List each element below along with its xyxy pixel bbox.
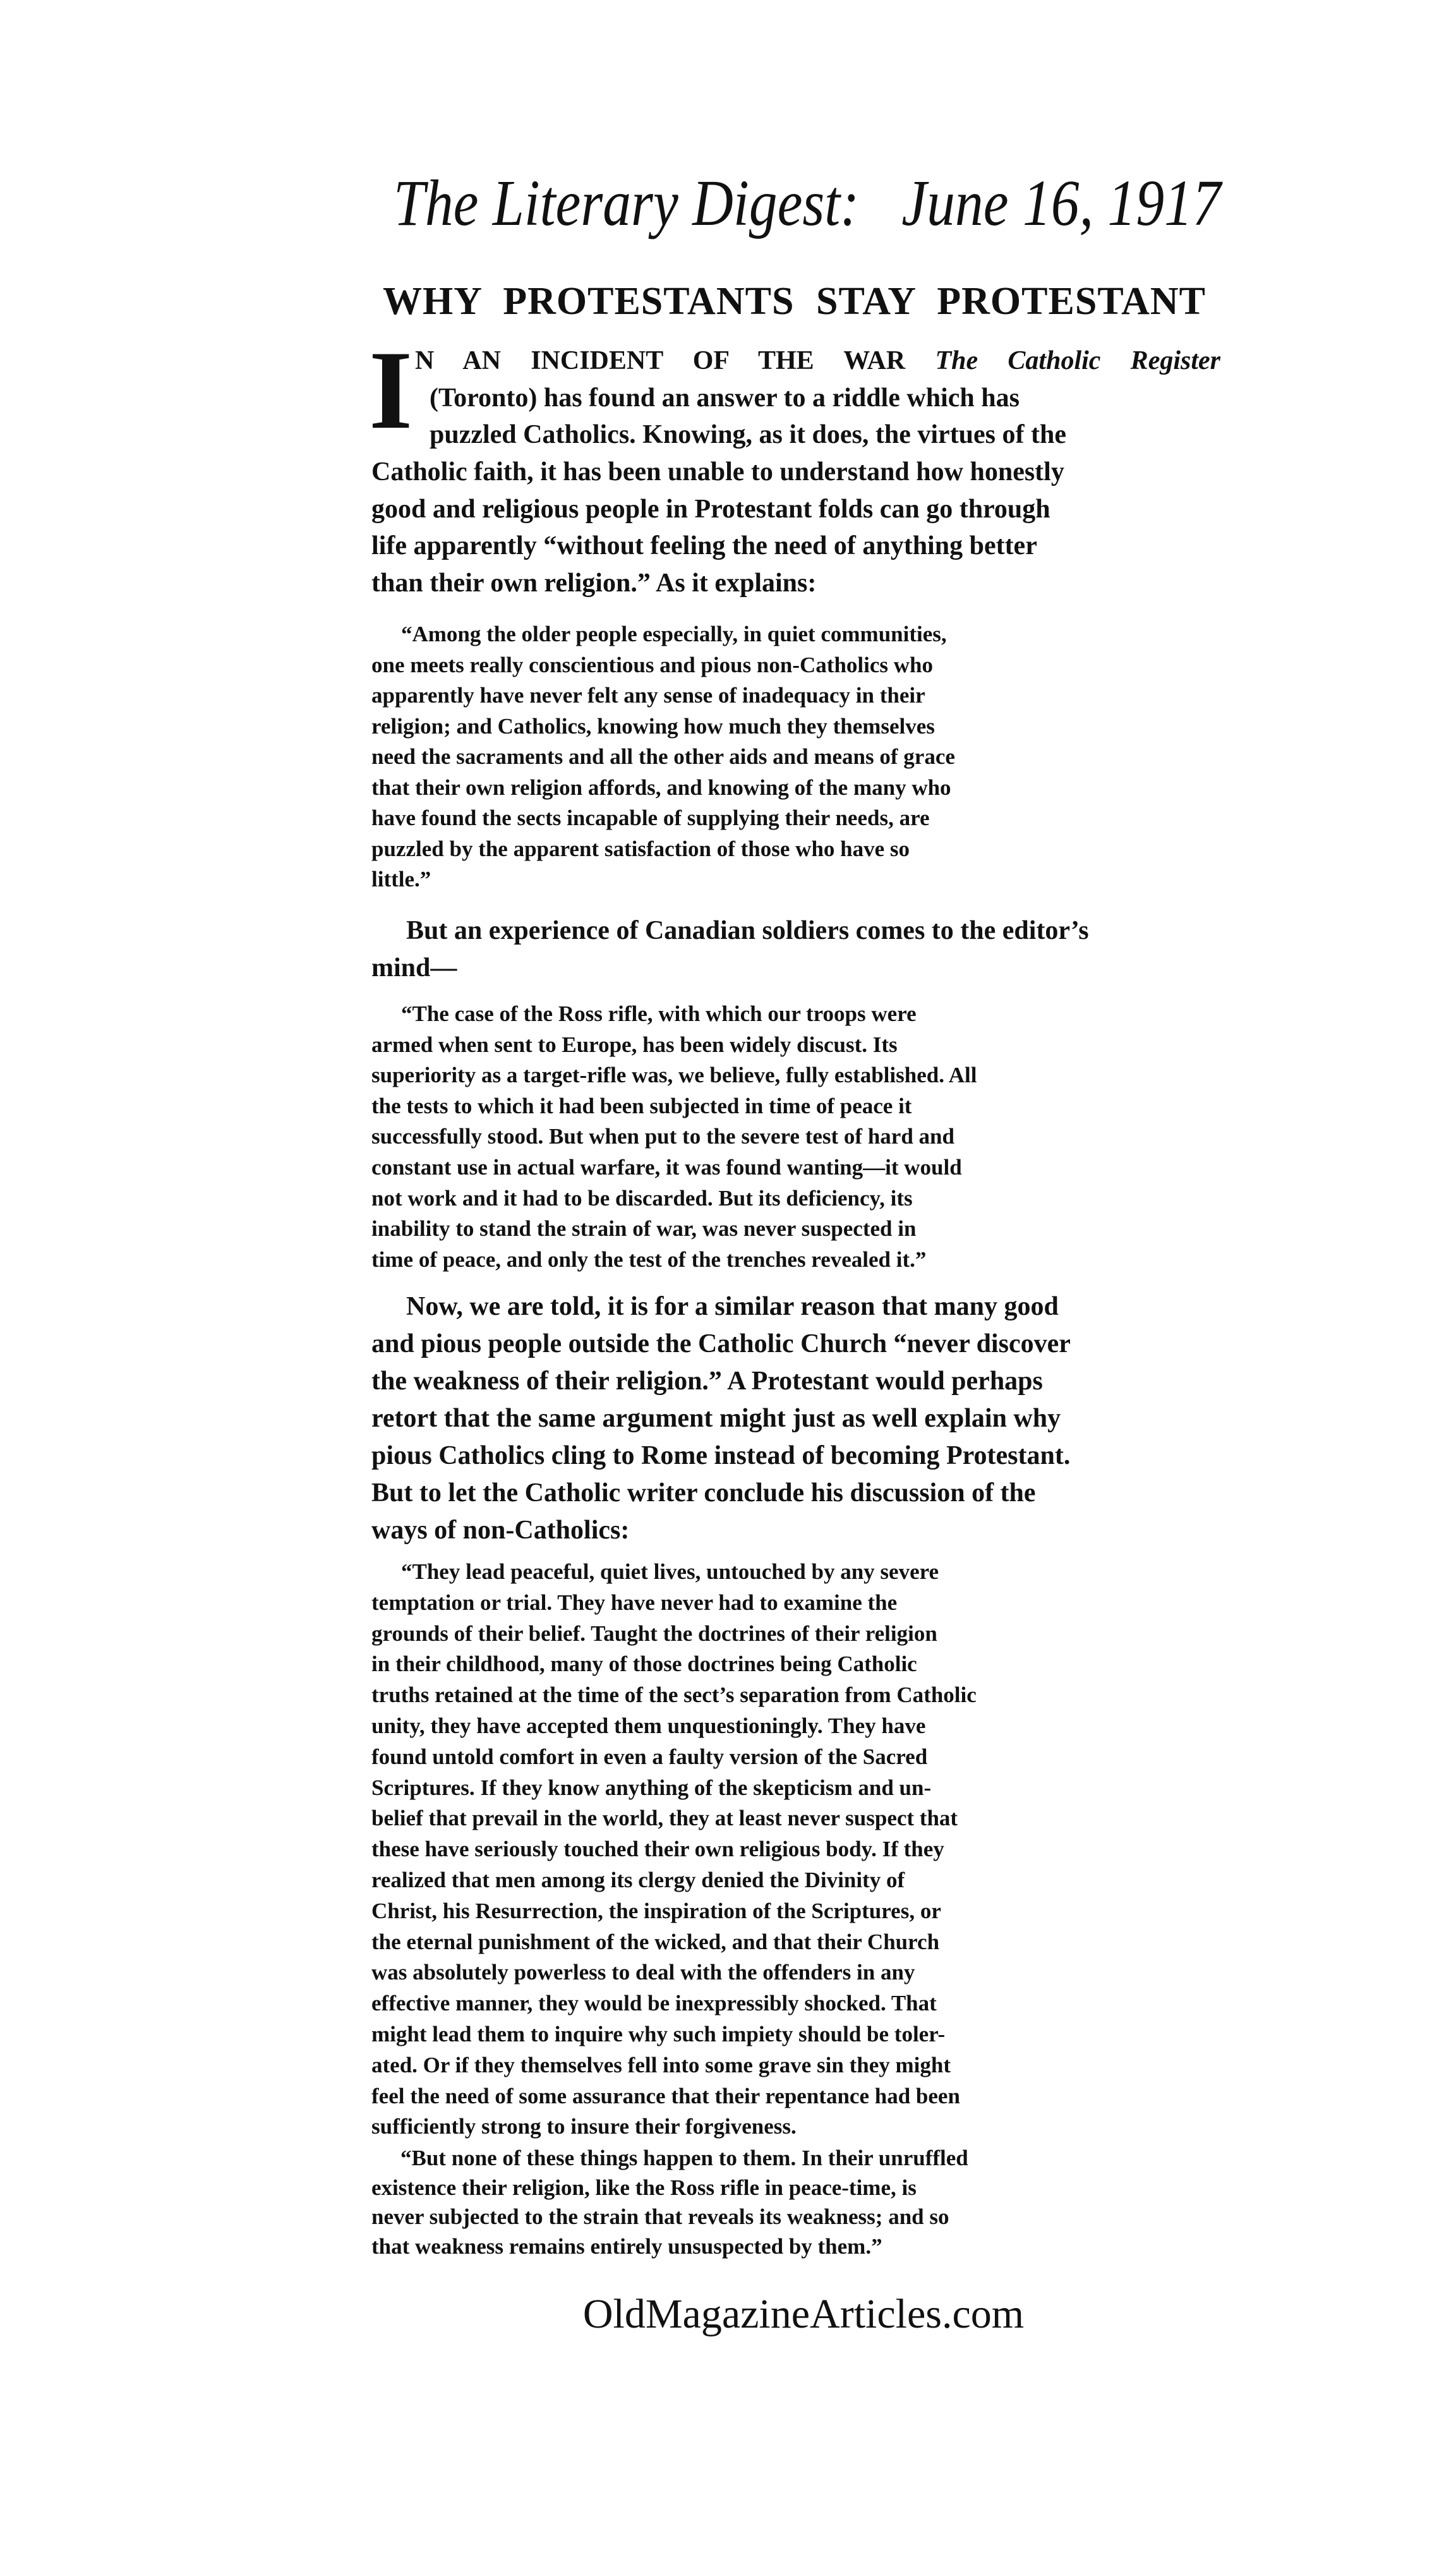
text-line-content: the eternal punishment of the wicked, and that their Church: [371, 1929, 940, 1954]
quote-peaceful-lives: [371, 1557, 1220, 2142]
text-line-content: little.”: [371, 867, 431, 891]
text-line: [371, 680, 1220, 711]
text-line-content: puzzled by the apparent satisfaction of those who have so: [371, 836, 910, 861]
text-line-content: But an experience of Canadian soldiers comes to the editor’s: [406, 916, 1089, 945]
text-line: [371, 1680, 1220, 1711]
text-line: [371, 999, 1220, 1030]
text-line-content: “They lead peaceful, quiet lives, untouched by any severe: [401, 1559, 939, 1584]
text-line: [371, 342, 1220, 380]
text-line: [371, 619, 1220, 650]
text-line-content: puzzled Catholics. Knowing, as it does, the virtues of the: [430, 420, 1066, 450]
text-line: [371, 1773, 1220, 1804]
text-line: [371, 454, 1220, 491]
text-line-content: apparently have never felt any sense of inadequacy in their: [371, 683, 925, 708]
text-line: [371, 1400, 1220, 1437]
text-line-content: retort that the same argument might just as well explain why: [371, 1404, 1061, 1433]
text-line: [371, 1183, 1220, 1214]
source-footer: OldMagazineArticles.com: [582, 2291, 1025, 2337]
text-line: [371, 1865, 1220, 1896]
text-line: [371, 803, 1220, 834]
text-line-content: “But none of these things happen to them. In their unruffled: [400, 2146, 968, 2170]
text-line: [371, 834, 1220, 865]
cited-publication: The Catholic Register: [935, 346, 1221, 375]
text-line-content: inability to stand the strain of war, was never suspected in: [371, 1216, 917, 1242]
text-line: [371, 1649, 1220, 1680]
quote-none-of-these: [371, 2144, 1220, 2262]
text-line-content: temptation or trial. They have never had to examine the: [371, 1590, 898, 1615]
text-line-content: religion; and Catholics, knowing how much they themselves: [371, 713, 935, 739]
text-line: [371, 1803, 1220, 1834]
text-line-content: belief that prevail in the world, they at least never suspect that: [371, 1806, 958, 1831]
text-line: [371, 2112, 1220, 2142]
text-line: [371, 528, 1220, 565]
intro-paragraph-continued: [371, 380, 1220, 602]
text-line-content: Scriptures. If they know anything of the skepticism and un-: [371, 1775, 932, 1800]
text-line-content: ated. Or if they themselves fell into some grave sin they might: [371, 2052, 951, 2077]
paragraph-similar-reason: [371, 1288, 1220, 1549]
text-line-content: and pious people outside the Catholic Church “never discover: [371, 1329, 1071, 1358]
text-line: [371, 2050, 1220, 2081]
text-line: [371, 1927, 1220, 1958]
text-line-content: unity, they have accepted them unquestioningly. They have: [371, 1713, 926, 1738]
text-line-content: the tests to which it had been subjected in time of peace it: [371, 1093, 912, 1118]
text-line-content: than their own religion.” As it explains:: [371, 569, 817, 598]
text-line: [371, 1326, 1220, 1363]
text-line-content: have found the sects incapable of supplying their needs, are: [371, 806, 930, 830]
text-line: [371, 2019, 1220, 2050]
publication-date: June 16, 1917: [901, 167, 1221, 239]
text-line: [371, 491, 1220, 528]
text-line: [371, 864, 1220, 895]
text-line-content: good and religious people in Protestant folds can go through: [371, 494, 1050, 524]
text-line: [371, 912, 1220, 950]
text-line-content: armed when sent to Europe, has been widely discust. Its: [371, 1032, 898, 1057]
text-line-content: might lead them to inquire why such impiety should be toler-: [371, 2021, 946, 2046]
text-line-content: truths retained at the time of the sect’s separation from Catholic: [371, 1683, 977, 1708]
text-line: [371, 1152, 1220, 1183]
text-line: [371, 1988, 1220, 2019]
publication-header-text: [394, 166, 1221, 241]
text-line: [371, 1834, 1220, 1865]
text-line: [371, 1245, 1220, 1276]
text-line: [371, 1121, 1220, 1152]
text-line: [371, 742, 1220, 773]
text-line-content: grounds of their belief. Taught the doctrines of their religion: [371, 1621, 937, 1646]
text-line: [371, 711, 1220, 742]
text-line: [371, 1742, 1220, 1773]
text-line-content: mind—: [371, 953, 457, 982]
text-line: [371, 1557, 1220, 1588]
text-line-content: But to let the Catholic writer conclude his discussion of the: [371, 1478, 1036, 1508]
text-line: [371, 650, 1220, 681]
text-line: [371, 1711, 1220, 1742]
text-line: [371, 950, 1220, 987]
text-line-content: found untold comfort in even a faulty version of the Sacred: [371, 1744, 928, 1769]
text-line-content: existence their religion, like the Ross rifle in peace-time, is: [371, 2175, 917, 2200]
text-line-content: the weakness of their religion.” A Protestant would perhaps: [371, 1367, 1043, 1396]
text-line-content: life apparently “without feeling the need of anything better: [371, 531, 1037, 561]
text-line: [371, 1214, 1220, 1245]
publication-header: [394, 166, 1221, 241]
text-line: [371, 773, 1220, 804]
text-line: [371, 1957, 1220, 1988]
intro-lead-caps: N AN INCIDENT OF THE WAR: [415, 346, 906, 375]
text-line: [371, 2081, 1220, 2112]
text-line: [371, 1619, 1220, 1650]
text-line: [371, 1091, 1220, 1122]
text-line-content: need the sacraments and all the other aids and means of grace: [371, 744, 955, 769]
text-line-content: Catholic faith, it has been unable to understand how honestly: [371, 457, 1064, 487]
text-line-content: in their childhood, many of those doctrines being Catholic: [371, 1652, 917, 1677]
text-line-content: not work and it had to be discarded. But its deficiency, its: [371, 1185, 913, 1211]
text-line: [371, 1288, 1220, 1326]
text-line: [371, 416, 1220, 454]
text-line-content: “The case of the Ross rifle, with which our troops were: [401, 1001, 917, 1026]
text-line-content: feel the need of some assurance that their repentance had been: [371, 2083, 960, 2108]
text-line-content: never subjected to the strain that reveals its weakness; and so: [371, 2204, 949, 2230]
quote-ross-rifle: [371, 999, 1220, 1275]
text-line-content: these have seriously touched their own religious body. If they: [371, 1837, 944, 1862]
text-line: [371, 2203, 1220, 2232]
text-line-content: effective manner, they would be inexpressibly shocked. That: [371, 1991, 937, 2016]
text-line-content: ways of non-Catholics:: [371, 1516, 630, 1545]
intro-paragraph: [371, 342, 1220, 380]
publication-name: The Literary Digest:: [394, 167, 860, 239]
text-line-content: Now, we are told, it is for a similar reason that many good: [406, 1292, 1059, 1321]
text-line: [371, 380, 1220, 417]
text-line-content: successfully stood. But when put to the severe test of hard and: [371, 1124, 954, 1149]
text-line: [371, 1512, 1220, 1549]
text-line: [371, 1475, 1220, 1512]
text-line-content: constant use in actual warfare, it was found wanting—it would: [371, 1154, 962, 1180]
text-line: [371, 1030, 1220, 1061]
text-line-content: one meets really conscientious and pious non-Catholics who: [371, 652, 934, 677]
text-line-content: pious Catholics cling to Rome instead of becoming Protestant.: [371, 1441, 1071, 1470]
text-line: [371, 1363, 1220, 1400]
quote-older-people: [371, 619, 1220, 895]
text-line: [371, 1588, 1220, 1619]
text-line: [371, 1437, 1220, 1475]
text-line-content: time of peace, and only the test of the trenches revealed it.”: [371, 1247, 927, 1272]
text-line-content: Christ, his Resurrection, the inspiration of the Scriptures, or: [371, 1898, 941, 1923]
text-line-content: “Among the older people especially, in quiet communities,: [401, 622, 947, 646]
paragraph-canadian-soldiers: [371, 912, 1220, 987]
text-line-content: was absolutely powerless to deal with the offenders in any: [371, 1960, 915, 1985]
text-line-content: sufficiently strong to insure their forgiveness.: [371, 2114, 797, 2139]
text-line: [371, 2144, 1220, 2173]
text-line-content: that weakness remains entirely unsuspected by them.”: [371, 2234, 882, 2259]
text-line-content: that their own religion affords, and knowing of the many who: [371, 775, 951, 800]
text-line: [371, 2173, 1220, 2203]
drop-cap: I: [369, 327, 413, 452]
text-line: [371, 1896, 1220, 1927]
text-line: [371, 2232, 1220, 2262]
article-headline: WHY PROTESTANTS STAY PROTESTANT: [383, 280, 1206, 323]
text-line: [371, 1060, 1220, 1091]
text-line: [371, 565, 1220, 602]
text-line-content: (Toronto) has found an answer to a riddle which has: [430, 383, 1020, 413]
text-line-content: superiority as a target-rifle was, we believe, fully established. All: [371, 1063, 977, 1088]
text-line-content: realized that men among its clergy denied the Divinity of: [371, 1867, 905, 1892]
